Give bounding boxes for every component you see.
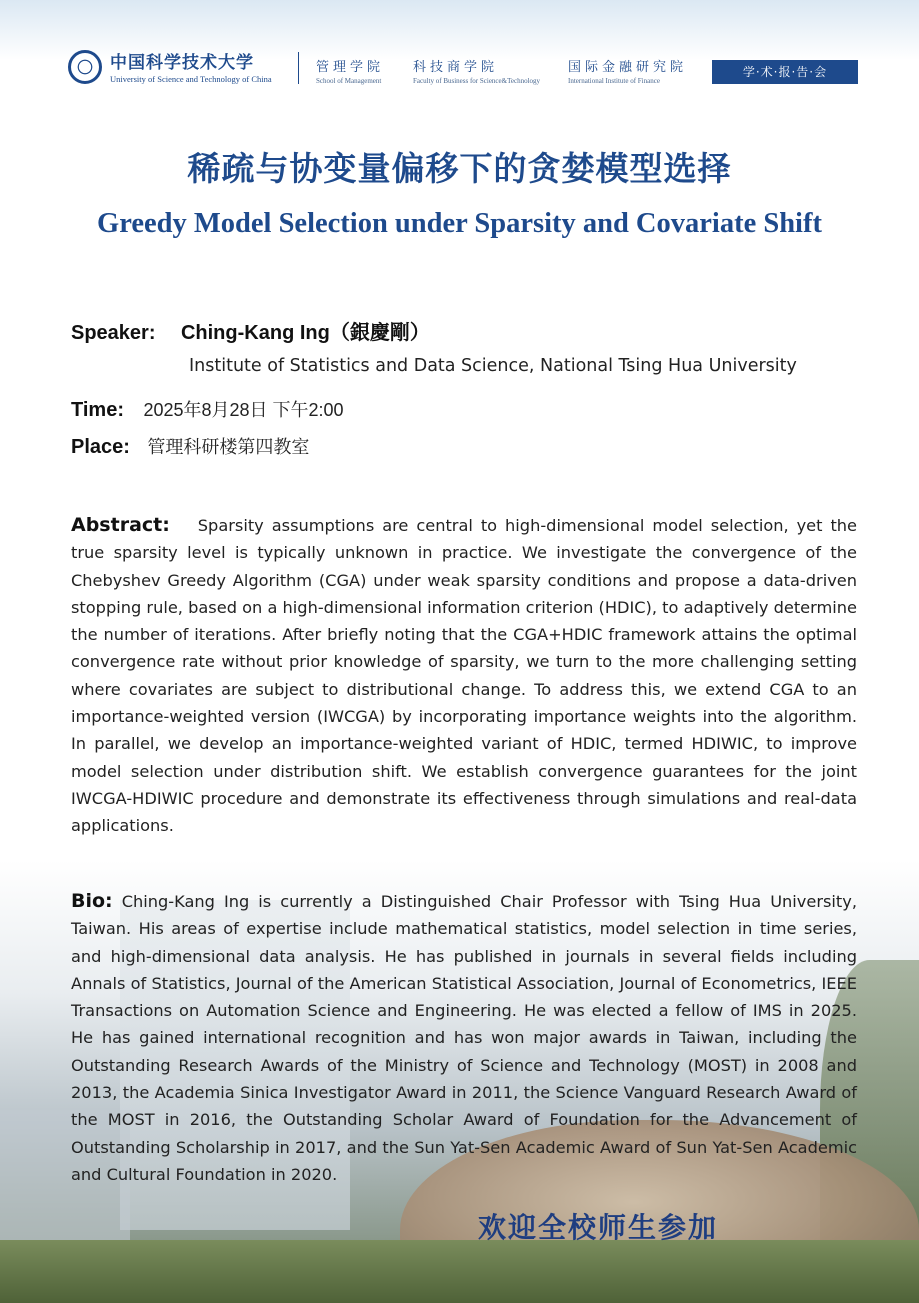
speaker-label: Speaker: bbox=[71, 322, 156, 344]
abstract-text: Sparsity assumptions are central to high-dimensional model selection, yet the true sparsity level is typically unknown in practice. We investigate the convergence of the Chebyshev Greedy Algorithm (CGA) under weak sparsity conditions and propose a data-driven stopping rule, based on a high-dimensional information criterion (HDIC), to adaptively determine the number of iterations. After briefly noting that the CGA+HDIC framework attains the optimal convergence rate without prior knowledge of sparsity, we turn to the more challenging setting where covariates are subject to distributional change. To address this, we extend CGA to an importance-weighted version (IWCGA) by incorporating importance weights into the algorithm. In parallel, we develop an importance-weighted variant of HDIC, termed HDIWIC, to improve model selection under distribution shift. We establish convergence guarantees for the joint IWCGA-HDIWIC procedure and demonstrate its effectiveness through simulations and real-data applications. bbox=[71, 516, 858, 836]
speaker-line bbox=[71, 316, 430, 345]
speaker-affiliation: Institute of Statistics and Data Science, National Tsing Hua University bbox=[189, 356, 797, 376]
school-name-cn: 科技商学院 bbox=[413, 60, 499, 75]
bio-label: Bio: bbox=[71, 890, 113, 912]
school-name-cn: 国际金融研究院 bbox=[568, 60, 688, 75]
school-finance bbox=[568, 56, 687, 85]
place-value: 管理科研楼第四教室 bbox=[147, 437, 310, 457]
poster-header bbox=[68, 46, 858, 90]
campus-grass-image bbox=[0, 1240, 919, 1303]
school-management bbox=[316, 56, 384, 85]
header-divider bbox=[298, 52, 299, 84]
university-name-en: University of Science and Technology of China bbox=[110, 74, 272, 84]
school-name-en: International Institute of Finance bbox=[568, 77, 660, 85]
time-label: Time: bbox=[71, 399, 124, 421]
title-english: Greedy Model Selection under Sparsity and Covariate Shift bbox=[97, 208, 822, 239]
place-line bbox=[71, 433, 309, 459]
university-seal-icon bbox=[68, 50, 102, 84]
abstract-section bbox=[71, 512, 857, 840]
seminar-badge: 学·术·报·告·会 bbox=[712, 60, 858, 84]
bio-text: Ching-Kang Ing is currently a Distinguished Chair Professor with Tsing Hua University, Taiwan. His areas of expertise include mathematical statistics, model selection in time series, and high-dimensional data analysis. He has published in journals in several fields including Annals of Statistics, Journal of the American Statistical Association, Journal of Econometrics, IEEE Transactions on Automation Science and Engineering. He was elected a fellow of IMS in 2025. He has gained international recognition and has won major awards in Taiwan, including the Outstanding Research Awards of the Ministry of Science and Technology (MOST) in 2008 and 2013, the Academia Sinica Investigator Award in 2011, the Science Vanguard Research Award of the MOST in 2016, the Outstanding Scholar Award of Foundation for the Advancement of Outstanding Scholarship in 2017, and the Sun Yat-Sen Academic Award of Sun Yat-Sen Academic and Cultural Foundation in 2020. bbox=[71, 892, 857, 1184]
time-line bbox=[71, 396, 344, 422]
school-business bbox=[413, 56, 540, 85]
abstract-label: Abstract: bbox=[71, 514, 170, 536]
speaker-name: Ching-Kang Ing（銀慶剛） bbox=[180, 322, 430, 344]
place-label: Place: bbox=[71, 436, 130, 458]
welcome-message: 欢迎全校师生参加 bbox=[478, 1211, 719, 1244]
school-name-en: Faculty of Business for Science&Technology bbox=[413, 77, 541, 85]
title-chinese: 稀疏与协变量偏移下的贪婪模型选择 bbox=[187, 149, 732, 188]
school-name-en: School of Management bbox=[316, 77, 382, 85]
school-name-cn: 管理学院 bbox=[316, 60, 385, 75]
time-value: 2025年8月28日 下午2:00 bbox=[143, 400, 344, 420]
bio-section bbox=[71, 888, 857, 1188]
university-name-cn: 中国科学技术大学 bbox=[110, 53, 254, 73]
